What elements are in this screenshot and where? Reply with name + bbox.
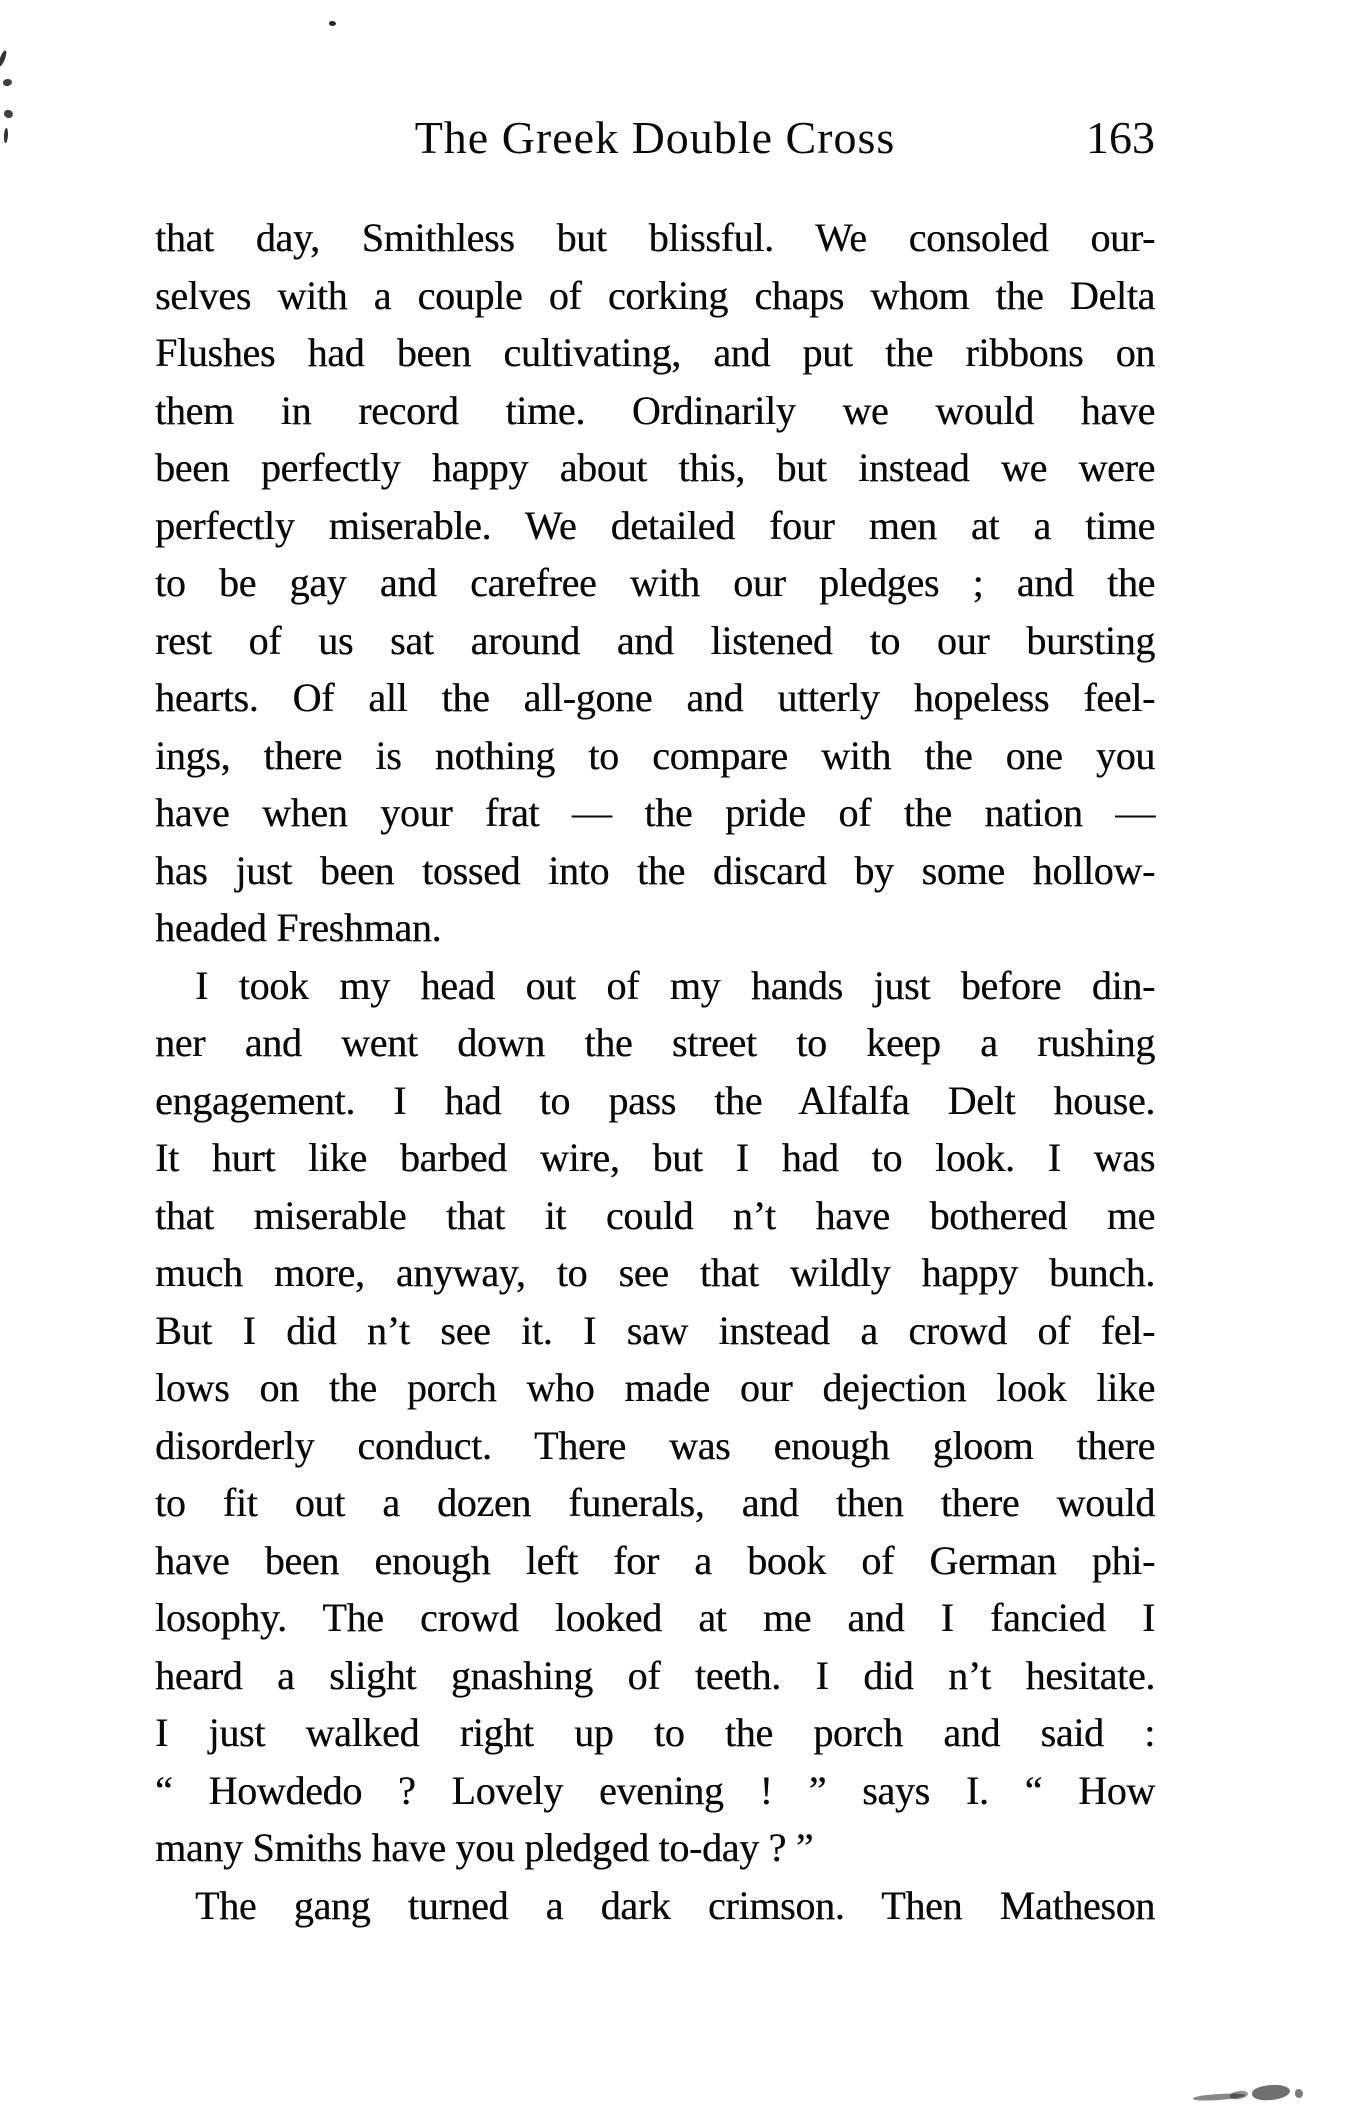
text-line: disorderly conduct. There was enough gloom there (155, 1422, 1155, 1468)
running-header (155, 112, 1155, 164)
text-line: I took my head out of my hands just before din- (195, 962, 1155, 1008)
text-line: rest of us sat around and listened to our bursting (155, 617, 1155, 663)
text-line: lows on the porch who made our dejection look like (155, 1365, 1155, 1410)
text-line: that day, Smithless but blissful. We consoled our- (155, 215, 1155, 260)
chapter-title: The Greek Double Cross (414, 112, 896, 163)
text-line: to be gay and carefree with our pledges ; and the (155, 560, 1155, 605)
text-line: have been enough left for a book of German phi- (155, 1537, 1155, 1583)
text-line: perfectly miserable. We detailed four men at a time (155, 502, 1155, 548)
text-line: heard a slight gnashing of teeth. I did n’t hesitate. (155, 1652, 1155, 1698)
text-line: I just walked right up to the porch and said : (155, 1710, 1155, 1755)
text-line: been perfectly happy about this, but instead we were (155, 445, 1155, 490)
text-line: But I did n’t see it. I saw instead a crowd of fel- (155, 1307, 1155, 1353)
text-line: It hurt like barbed wire, but I had to look. I was (155, 1135, 1155, 1180)
text-line: “ Howdedo ? Lovely evening ! ” says I. “ How (155, 1767, 1155, 1813)
text-line: them in record time. Ordinarily we would have (155, 387, 1155, 433)
ink-speck (3, 128, 8, 143)
ink-smudge (1295, 2089, 1303, 2098)
text-line: The gang turned a dark crimson. Then Matheson (195, 1882, 1155, 1928)
ink-speck (329, 21, 336, 26)
text-line: that miserable that it could n’t have bothered me (155, 1192, 1155, 1238)
ink-speck (3, 109, 13, 119)
text-line: ner and went down the street to keep a rushing (155, 1020, 1155, 1065)
text-line: losophy. The crowd looked at me and I fancied I (155, 1595, 1155, 1640)
text-line: to fit out a dozen funerals, and then there would (155, 1480, 1155, 1525)
text-line: headed Freshman. (155, 905, 442, 950)
text-line: selves with a couple of corking chaps whom the Delta (155, 272, 1155, 318)
text-line: have when your frat — the pride of the nation — (155, 790, 1155, 835)
text-line: Flushes had been cultivating, and put the ribbons on (155, 330, 1155, 375)
text-line: engagement. I had to pass the Alfalfa Delt house. (155, 1077, 1155, 1123)
ink-smudge (1229, 2089, 1248, 2100)
body-text (155, 209, 1155, 1934)
page-number: 163 (1086, 112, 1155, 163)
ink-smudge (1251, 2083, 1290, 2102)
text-line: ings, there is nothing to compare with the one you (155, 732, 1155, 778)
ink-speck (0, 50, 8, 68)
text-line: hearts. Of all the all-gone and utterly hopeless feel- (155, 675, 1155, 720)
text-line: many Smiths have you pledged to-day ? ” (155, 1825, 814, 1870)
ink-speck (2, 78, 12, 87)
text-line: much more, anyway, to see that wildly happy bunch. (155, 1250, 1155, 1295)
text-line: has just been tossed into the discard by some hollow- (155, 847, 1155, 893)
